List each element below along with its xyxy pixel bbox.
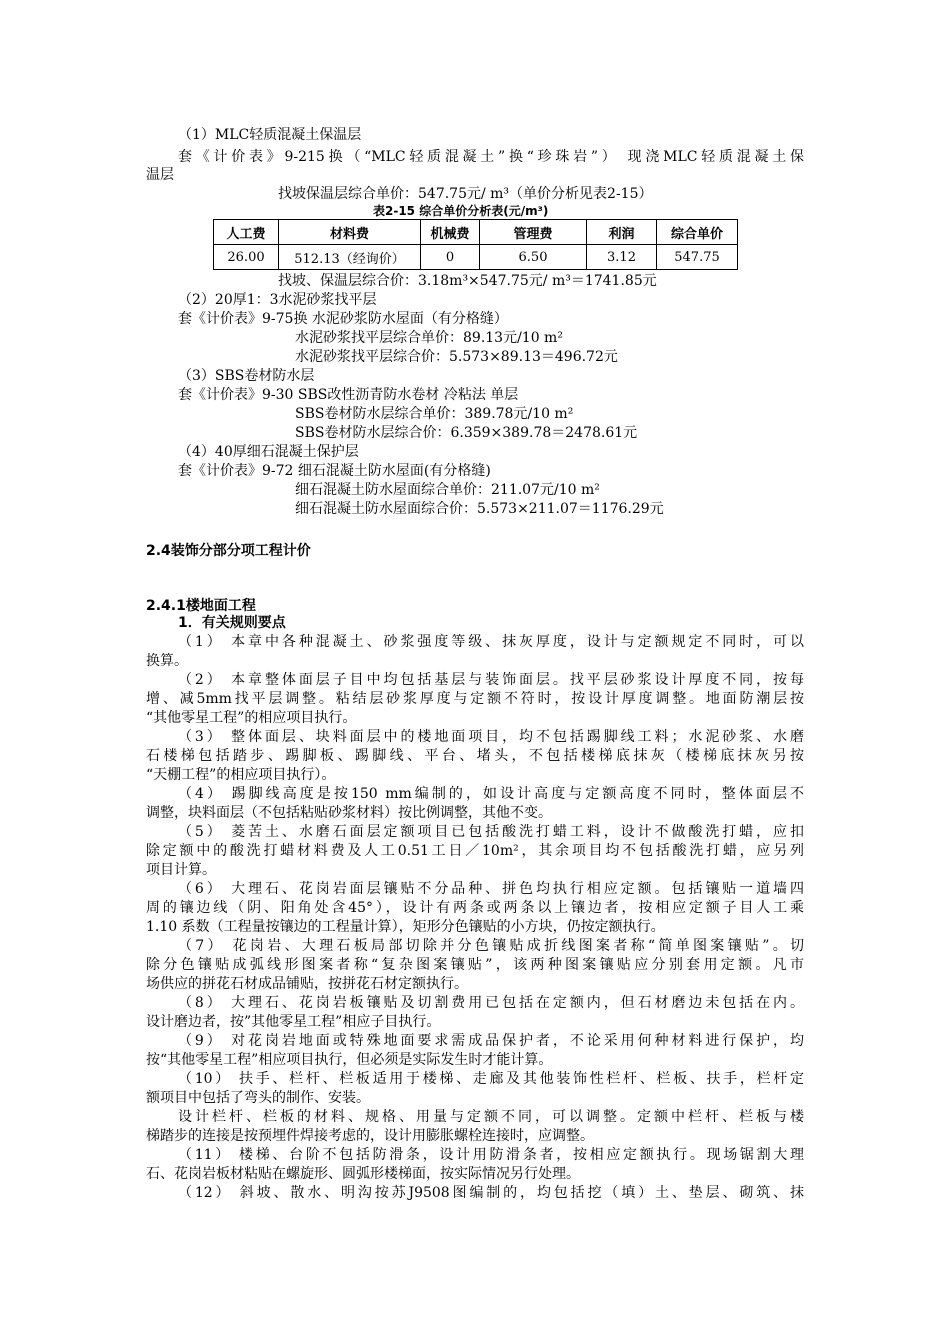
paragraph-line: （6） 大理石、花岗岩面层镶贴不分品种、拼色均执行相应定额。包括镶贴一道墙四 <box>178 881 804 897</box>
paragraph-line: SBS卷材防水层综合单价：389.78元/10 m² <box>295 406 574 422</box>
paragraph-line: （12） 斜坡、散水、明沟按苏J9508图编制的，均包括挖（填）土、垫层、砌筑、抹 <box>178 1185 804 1201</box>
paragraph-line: 套《计价表》9-30 SBS改性沥青防水卷材 冷粘法 单层 <box>178 387 519 403</box>
paragraph-line: 找坡、保温层综合价：3.18m³×547.75元/ m³＝1741.85元 <box>278 273 657 289</box>
paragraph-line: “天棚工程”的相应项目执行）。 <box>146 767 336 783</box>
table-header: 人工费 <box>214 220 279 245</box>
paragraph-line: 细石混凝土防水屋面综合价：5.573×211.07＝1176.29元 <box>295 501 664 517</box>
paragraph-line: 项目计算。 <box>146 862 216 878</box>
paragraph-line: （3） 整体面层、块料面层中的楼地面项目，均不包括踢脚线工料；水泥砂浆、水磨 <box>178 729 804 745</box>
paragraph-line: 套《计价表》9-72 细石混凝土防水屋面(有分格缝) <box>178 463 491 479</box>
section-title: 2.4装饰分部分项工程计价 <box>146 543 311 559</box>
paragraph-line: “其他零星工程”的相应项目执行。 <box>146 710 357 726</box>
paragraph-line: SBS卷材防水层综合价：6.359×389.78＝2478.61元 <box>295 425 638 441</box>
paragraph-line: 按“其他零星工程”相应项目执行，但必须是实际发生时才能计算。 <box>146 1052 553 1068</box>
paragraph-line: （8） 大理石、花岗岩板镶贴及切割费用已包括在定额内，但石材磨边未包括在内。 <box>178 995 804 1011</box>
table-header-row <box>214 220 738 245</box>
paragraph-line: 除定额中的酸洗打蜡材料费及人工0.51工日／10m²，其余项目均不包括酸洗打蜡，应另列 <box>146 843 804 859</box>
paragraph-line: 额项目中包括了弯头的制作、安装。 <box>146 1090 370 1106</box>
table-cell: 547.75 <box>657 245 738 270</box>
table-cell: 6.50 <box>480 245 587 270</box>
table-row <box>214 245 738 270</box>
paragraph-line: 套《计价表》9-215换（“MLC轻质混凝土”换“珍珠岩”） 现浇MLC轻质混凝土保 <box>178 149 804 165</box>
paragraph-line: 增、减5mm找平层调整。粘结层砂浆厚度与定额不符时，按设计厚度调整。地面防潮层按 <box>146 691 804 707</box>
table-header: 材料费 <box>279 220 421 245</box>
paragraph-line: （5） 菱苦土、水磨石面层定额项目已包括酸洗打蜡工料，设计不做酸洗打蜡，应扣 <box>178 824 804 840</box>
paragraph-line: （10） 扶手、栏杆、栏板适用于楼梯、走廊及其他装饰性栏杆、栏板、扶手，栏杆定 <box>178 1071 804 1087</box>
paragraph-line: 石、花岗岩板材粘贴在螺旋形、圆弧形楼梯面，按实际情况另行处理。 <box>146 1166 580 1182</box>
paragraph-line: （4） 踢脚线高度是按150 mm编制的，如设计高度与定额高度不同时，整体面层不 <box>178 786 804 802</box>
paragraph-line: 调整，块料面层（不包括粘贴砂浆材料）按比例调整，其他不变。 <box>146 805 552 821</box>
paragraph-line: 找坡保温层综合单价：547.75元/ m³（单价分析见表2-15） <box>278 186 653 202</box>
paragraph-line: 温层 <box>146 167 174 183</box>
table-header: 机械费 <box>421 220 480 245</box>
paragraph-line: 设计磨边者，按”其他零星工程”相应子目执行。 <box>146 1014 441 1030</box>
paragraph-line: （1） 本章中各种混凝土、砂浆强度等级、抹灰厚度，设计与定额规定不同时，可以 <box>178 634 804 650</box>
table-header: 利润 <box>587 220 657 245</box>
table-cell: 0 <box>421 245 480 270</box>
table-cell: 512.13（经询价） <box>279 245 421 270</box>
paragraph-line: （2） 本章整体面层子目中均包括基层与装饰面层。找平层砂浆设计厚度不同，按每 <box>178 672 804 688</box>
paragraph-line: 水泥砂浆找平层综合价：5.573×89.13＝496.72元 <box>295 349 618 365</box>
heading-item-4: （4）40厚细石混凝土保护层 <box>178 444 359 460</box>
heading-item-2: （2）20厚1：3水泥砂浆找平层 <box>178 292 377 308</box>
table-header: 综合单价 <box>657 220 738 245</box>
table-header: 管理费 <box>480 220 587 245</box>
unit-price-table <box>213 219 738 270</box>
paragraph-line: 场供应的拼花石材成品铺贴，按拼花石材定额执行。 <box>146 976 468 992</box>
paragraph-line: 石楼梯包括踏步、踢脚板、踢脚线、平台、堵头，不包括楼梯底抹灰（楼梯底抹灰另按 <box>146 748 804 764</box>
heading-item-1: （1）MLC轻质混凝土保温层 <box>178 127 362 143</box>
paragraph-line: （7） 花岗岩、大理石板局部切除并分色镶贴成折线图案者称“简单图案镶贴”。切 <box>178 938 804 954</box>
table-caption: 表2-15 综合单价分析表(元/m³) <box>373 204 549 218</box>
paragraph-line: 1.10 系数（工程量按镶边的工程量计算），矩形分色镶贴的小方块，仍按定额执行。 <box>146 919 665 935</box>
table-cell: 26.00 <box>214 245 279 270</box>
paragraph-line: 套《计价表》9-75换 水泥砂浆防水屋面（有分格缝） <box>178 311 508 327</box>
paragraph-line: 水泥砂浆找平层综合单价：89.13元/10 m² <box>295 330 563 346</box>
table-cell: 3.12 <box>587 245 657 270</box>
rules-title: 1．有关规则要点 <box>178 615 286 631</box>
paragraph-line: 除分色镶贴成弧线形图案者称“复杂图案镶贴”，该两种图案镶贴应分别套用定额。凡市 <box>146 957 804 973</box>
paragraph-line: 周的镶边线（阴、阳角处含45°），设计有两条或两条以上镶边者，按相应定额子目人工乘 <box>146 900 804 916</box>
heading-item-3: （3）SBS卷材防水层 <box>178 368 315 384</box>
paragraph-line: 细石混凝土防水屋面综合单价：211.07元/10 m² <box>295 482 600 498</box>
paragraph-line: 换算。 <box>146 653 188 669</box>
paragraph-line: 梯踏步的连接是按预埋件焊接考虑的，设计用膨胀螺栓连接时，应调整。 <box>146 1128 594 1144</box>
paragraph-line: （11） 楼梯、台阶不包括防滑条，设计用防滑条者，按相应定额执行。现场锯割大理 <box>178 1147 804 1163</box>
paragraph-line: 设计栏杆、栏板的材料、规格、用量与定额不同，可以调整。定额中栏杆、栏板与楼 <box>178 1109 804 1125</box>
paragraph-line: （9） 对花岗岩地面或特殊地面要求需成品保护者，不论采用何种材料进行保护，均 <box>178 1033 804 1049</box>
subsection-title: 2.4.1楼地面工程 <box>146 598 256 614</box>
